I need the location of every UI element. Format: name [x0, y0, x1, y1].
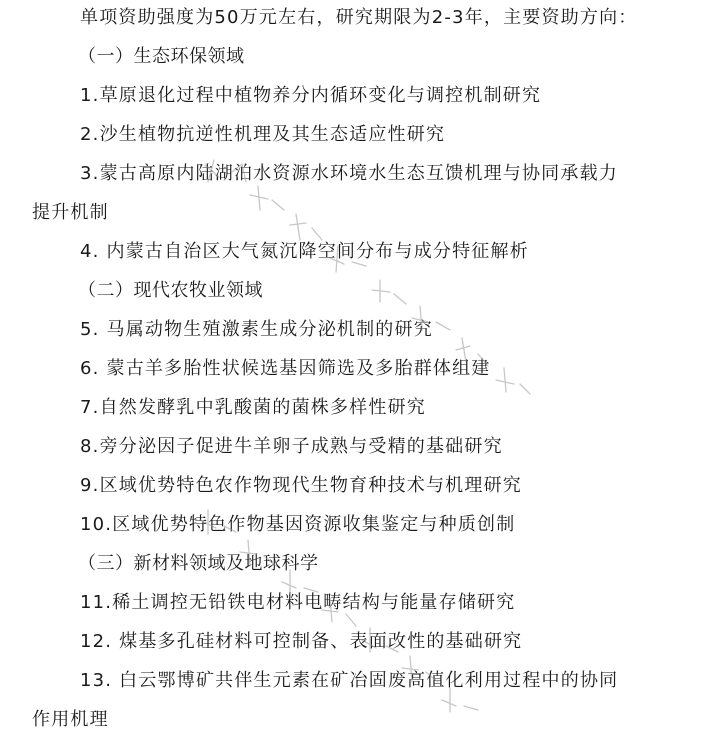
list-item: 5. 马属动物生殖激素生成分泌机制的研究 [80, 319, 433, 340]
list-item: 7.自然发酵乳中乳酸菌的菌株多样性研究 [80, 397, 426, 418]
list-item: 13. 白云鄂博矿共伴生元素在矿冶固废高值化利用过程中的协同 [80, 670, 619, 691]
list-item: 11.稀土调控无铅铁电材料电畴结构与能量存储研究 [80, 592, 516, 613]
list-item: 9.区域优势特色农作物现代生物育种技术与机理研究 [80, 475, 522, 496]
list-item: 2.沙生植物抗逆性机理及其生态适应性研究 [80, 124, 446, 145]
section-heading-ecology: （一）生态环保领域 [78, 46, 245, 67]
list-item: 3.蒙古高原内陆湖泊水资源水环境水生态互馈机理与协同承载力 [80, 163, 618, 184]
list-item-continuation: 提升机制 [32, 202, 109, 223]
section-heading-materials: （三）新材料领域及地球科学 [78, 553, 319, 574]
intro-paragraph: 单项资助强度为50万元左右，研究期限为2-3年，主要资助方向： [80, 7, 638, 28]
list-item-continuation: 作用机理 [32, 709, 109, 730]
section-heading-agriculture: （二）现代农牧业领域 [78, 280, 263, 301]
list-item: 12. 煤基多孔硅材料可控制备、表面改性的基础研究 [80, 631, 523, 652]
list-item: 6. 蒙古羊多胎性状候选基因筛选及多胎群体组建 [80, 358, 491, 379]
list-item: 4. 内蒙古自治区大气氮沉降空间分布与成分特征解析 [80, 241, 529, 262]
list-item: 1.草原退化过程中植物养分内循环变化与调控机制研究 [80, 85, 542, 106]
list-item: 10.区域优势特色作物基因资源收集鉴定与种质创制 [80, 514, 516, 535]
list-item: 8.旁分泌因子促进牛羊卵子成熟与受精的基础研究 [80, 436, 503, 457]
